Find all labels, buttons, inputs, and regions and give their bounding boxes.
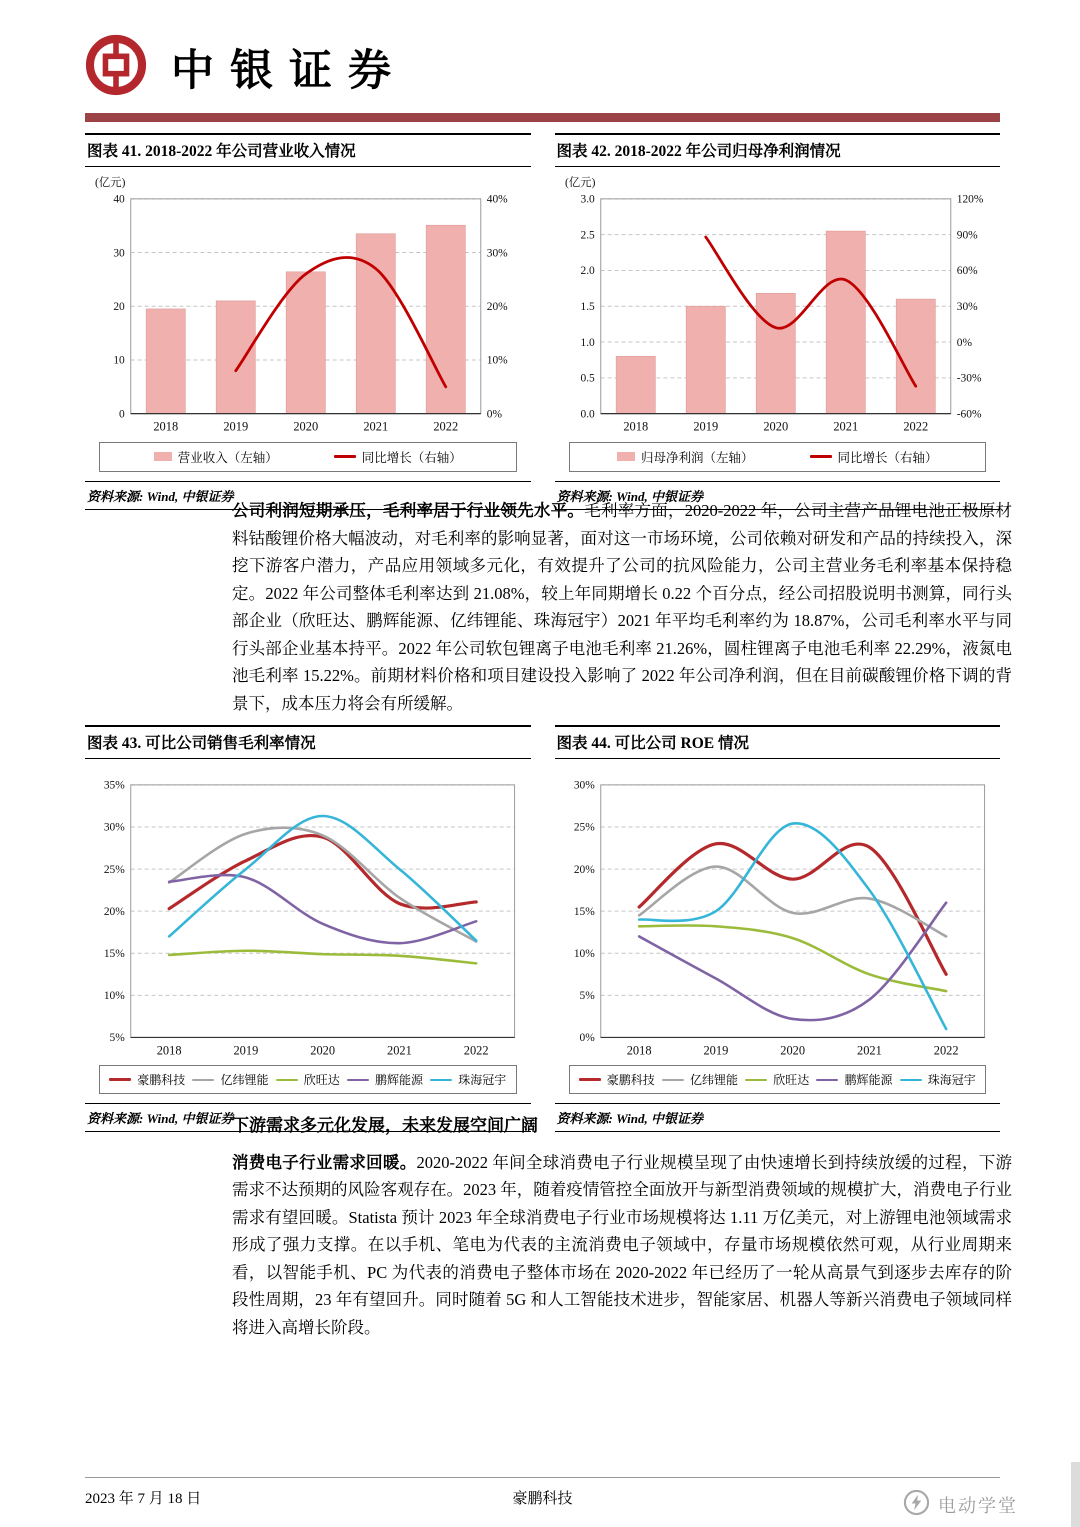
paragraph-body: 毛利率方面，2020-2022 年，公司主营产品锂电池正极原材料钴酸锂价格大幅波动，对毛利率的影响显著，面对这一市场环境，公司依赖对研发和产品的持续投入，深挖下游客户潜力，产品应用领域多元化，有效提升了公司的抗风险能力，公司主营业务毛利率基本保持稳定。2022 年公司整体毛利率达到 21.08%，较上年同期增长 0.22 个百分点，经公司招股说明书测算，同行头部企业（欣旺达、鹏辉能源、亿纬锂能、珠海冠宇）2021 年平均毛利率约为 18.87%，公司毛利率水平与同行头部企业基本持平。2022 年公司软包锂离子电池毛利率 21.26%，圆柱锂离子电池毛利率 22.29%，液氮电池毛利率 15.22%。前期材料价格和项目建设投入影响了 2022 年公司净利润，但在目前碳酸锂价格下调的背景下，成本压力将会有所缓解。 <box>232 501 1012 713</box>
svg-text:20%: 20% <box>486 301 508 314</box>
figure-title: 图表 41. 2018-2022 年公司营业收入情况 <box>85 135 531 167</box>
roe-chart <box>555 759 1001 1063</box>
legend-swatch <box>617 452 635 461</box>
figure-source: 资料来源: Wind, 中银证券 <box>555 1103 1001 1132</box>
figure-source: 资料来源: Wind, 中银证券 <box>85 481 531 510</box>
header-divider <box>85 113 1000 122</box>
figure-row-bottom <box>85 725 1000 1132</box>
chart-svg <box>85 765 531 1063</box>
svg-text:20%: 20% <box>103 905 125 918</box>
svg-text:2021: 2021 <box>387 1043 412 1058</box>
svg-text:1.5: 1.5 <box>579 301 595 314</box>
svg-text:90%: 90% <box>956 229 978 242</box>
svg-text:5%: 5% <box>579 990 595 1003</box>
paragraph-lead: 公司利润短期承压，毛利率居于行业领先水平。 <box>232 501 585 520</box>
legend-item <box>347 1071 423 1088</box>
svg-text:2022: 2022 <box>463 1043 489 1058</box>
legend-swatch <box>900 1079 922 1082</box>
svg-text:10%: 10% <box>573 948 595 961</box>
figure-roe <box>555 725 1001 1132</box>
section-heading: 下游需求多元化发展，未来发展空间广阔 <box>232 1116 538 1135</box>
net-profit-chart <box>555 167 1001 440</box>
svg-text:1.0: 1.0 <box>579 336 595 349</box>
legend-swatch <box>347 1079 369 1082</box>
footer-company-name: 豪鹏科技 <box>512 1491 573 1507</box>
paragraph-lead: 消费电子行业需求回暖。 <box>232 1152 417 1172</box>
figure-net-profit <box>555 133 1001 510</box>
svg-text:25%: 25% <box>573 821 595 834</box>
svg-text:0.5: 0.5 <box>579 372 595 385</box>
svg-text:2021: 2021 <box>832 419 858 434</box>
svg-text:30: 30 <box>113 247 125 260</box>
legend-swatch <box>662 1079 684 1082</box>
svg-text:-60%: -60% <box>956 408 981 421</box>
watermark-logo-icon <box>903 1489 930 1521</box>
svg-text:60%: 60% <box>956 265 978 278</box>
profit-analysis-paragraph <box>232 497 1012 717</box>
svg-text:0%: 0% <box>486 408 502 421</box>
svg-text:0%: 0% <box>956 336 972 349</box>
svg-text:2019: 2019 <box>233 1043 259 1058</box>
svg-text:0: 0 <box>119 408 125 421</box>
svg-text:2018: 2018 <box>626 1043 652 1058</box>
paragraph-body: 2020-2022 年间全球消费电子行业规模呈现了由快速增长到持续放缓的过程，下游需求不达预期的风险客观存在。2023 年，随着疫情管控全面放开与新型消费领域的规模扩大，消费电子行业需求有望回暖。Statista 预计 2023 年全球消费电子行业市场规模将达 1.11 万亿美元，对上游锂电池领域需求形成了强力支撑。在以手机、笔电为代表的主流消费电子领域中，存量市场规模依然可观，从行业周期来看，以智能手机、PC 为代表的消费电子整体市场在 2020-2022 年已经历了一轮从高景气到逐步去库存的阶段性周期，23 年有望回升。同时随着 5G 和人工智能技术进步，智能家居、机器人等新兴消费电子领域同样将进入高增长阶段。 <box>232 1152 1012 1337</box>
chart-svg <box>555 765 1001 1063</box>
legend-item <box>745 1071 809 1088</box>
svg-text:30%: 30% <box>486 247 508 260</box>
page-footer <box>85 1477 1000 1508</box>
consumer-electronics-section <box>232 1112 1012 1341</box>
legend-item <box>617 448 754 466</box>
svg-text:35%: 35% <box>103 779 125 792</box>
svg-text:2.5: 2.5 <box>579 229 595 242</box>
figure-revenue <box>85 133 531 510</box>
svg-text:20%: 20% <box>573 863 595 876</box>
svg-text:15%: 15% <box>573 905 595 918</box>
legend-item <box>810 448 938 466</box>
legend-swatch <box>192 1079 214 1082</box>
svg-text:2021: 2021 <box>363 419 389 434</box>
legend-swatch <box>430 1079 452 1082</box>
svg-text:2019: 2019 <box>702 1043 728 1058</box>
svg-text:20: 20 <box>113 301 125 314</box>
figure-title: 图表 44. 可比公司 ROE 情况 <box>555 727 1001 759</box>
svg-text:2020: 2020 <box>762 419 788 434</box>
chart-legend <box>569 442 987 472</box>
legend-label: 豪鹏科技 <box>606 1073 655 1088</box>
svg-text:10: 10 <box>113 354 125 367</box>
svg-text:30%: 30% <box>573 779 595 792</box>
svg-text:-30%: -30% <box>956 372 981 385</box>
legend-label: 珠海冠宇 <box>458 1073 507 1088</box>
svg-text:2022: 2022 <box>933 1043 959 1058</box>
legend-label: 豪鹏科技 <box>137 1073 186 1088</box>
legend-item <box>109 1071 185 1088</box>
boc-bank-logo-icon <box>85 34 147 101</box>
chart-legend <box>569 1065 987 1094</box>
svg-text:15%: 15% <box>103 948 125 961</box>
legend-label: 珠海冠宇 <box>927 1073 976 1088</box>
consumer-electronics-paragraph <box>232 1149 1012 1342</box>
legend-label: 亿纬锂能 <box>689 1073 738 1088</box>
chart-svg <box>555 173 1001 440</box>
svg-text:2020: 2020 <box>779 1043 805 1058</box>
legend-label: 亿纬锂能 <box>220 1073 269 1088</box>
svg-text:10%: 10% <box>103 990 125 1003</box>
legend-swatch <box>109 1078 131 1081</box>
svg-text:120%: 120% <box>956 193 983 206</box>
legend-label: 欣旺达 <box>303 1073 340 1088</box>
svg-text:(亿元): (亿元) <box>94 176 126 189</box>
chart-legend <box>99 442 517 472</box>
svg-text:2018: 2018 <box>153 419 179 434</box>
legend-swatch <box>745 1079 767 1082</box>
legend-item <box>334 448 462 466</box>
figure-row-top <box>85 133 1000 510</box>
legend-item <box>192 1071 268 1088</box>
footer-date: 2023 年 7 月 18 日 <box>85 1491 202 1507</box>
svg-text:2019: 2019 <box>692 419 718 434</box>
svg-text:2018: 2018 <box>156 1043 182 1058</box>
brand-name: 中银证券 <box>171 48 407 95</box>
legend-swatch <box>810 455 832 458</box>
gross-margin-chart <box>85 759 531 1063</box>
svg-text:25%: 25% <box>103 863 125 876</box>
legend-swatch <box>154 452 172 461</box>
svg-text:0.0: 0.0 <box>579 408 595 421</box>
svg-text:40: 40 <box>113 193 125 206</box>
svg-text:2020: 2020 <box>310 1043 336 1058</box>
svg-text:0%: 0% <box>579 1032 595 1045</box>
svg-text:2021: 2021 <box>856 1043 882 1058</box>
figure-source: 资料来源: Wind, 中银证券 <box>555 481 1001 510</box>
svg-text:2020: 2020 <box>293 419 319 434</box>
chart-legend <box>99 1065 517 1094</box>
svg-text:30%: 30% <box>956 301 978 314</box>
svg-text:40%: 40% <box>486 193 508 206</box>
legend-item <box>154 448 278 466</box>
revenue-chart <box>85 167 531 440</box>
legend-label: 归母净利润（左轴） <box>640 450 754 465</box>
report-header <box>85 34 1000 122</box>
svg-text:10%: 10% <box>486 354 508 367</box>
svg-text:2022: 2022 <box>902 419 928 434</box>
edge-strip <box>1071 1462 1080 1527</box>
watermark-text: 电动学堂 <box>938 1496 1018 1516</box>
legend-label: 同比增长（右轴） <box>837 450 938 465</box>
svg-text:2018: 2018 <box>622 419 648 434</box>
figure-gross-margin <box>85 725 531 1132</box>
legend-label: 营业收入（左轴） <box>177 450 278 465</box>
watermark <box>903 1489 1018 1521</box>
legend-swatch <box>579 1078 601 1081</box>
svg-text:(亿元): (亿元) <box>564 176 595 189</box>
figure-source: 资料来源: Wind, 中银证券 <box>85 1103 531 1132</box>
legend-label: 欣旺达 <box>773 1073 810 1088</box>
chart-svg <box>85 173 531 440</box>
svg-text:5%: 5% <box>109 1032 125 1045</box>
legend-item <box>900 1071 976 1088</box>
legend-item <box>579 1071 655 1088</box>
legend-item <box>430 1071 506 1088</box>
legend-item <box>816 1071 892 1088</box>
figure-title: 图表 42. 2018-2022 年公司归母净利润情况 <box>555 135 1001 167</box>
legend-item <box>276 1071 340 1088</box>
svg-text:3.0: 3.0 <box>579 193 595 206</box>
legend-label: 同比增长（右轴） <box>361 450 462 465</box>
logo-row <box>85 34 1000 101</box>
svg-text:2022: 2022 <box>433 419 459 434</box>
legend-swatch <box>276 1079 298 1082</box>
legend-swatch <box>334 455 356 458</box>
legend-label: 鹏辉能源 <box>374 1073 423 1088</box>
svg-text:2019: 2019 <box>223 419 249 434</box>
svg-text:2.0: 2.0 <box>579 265 595 278</box>
svg-text:30%: 30% <box>103 821 125 834</box>
legend-item <box>662 1071 738 1088</box>
figure-title: 图表 43. 可比公司销售毛利率情况 <box>85 727 531 759</box>
legend-label: 鹏辉能源 <box>844 1073 893 1088</box>
legend-swatch <box>816 1079 838 1082</box>
